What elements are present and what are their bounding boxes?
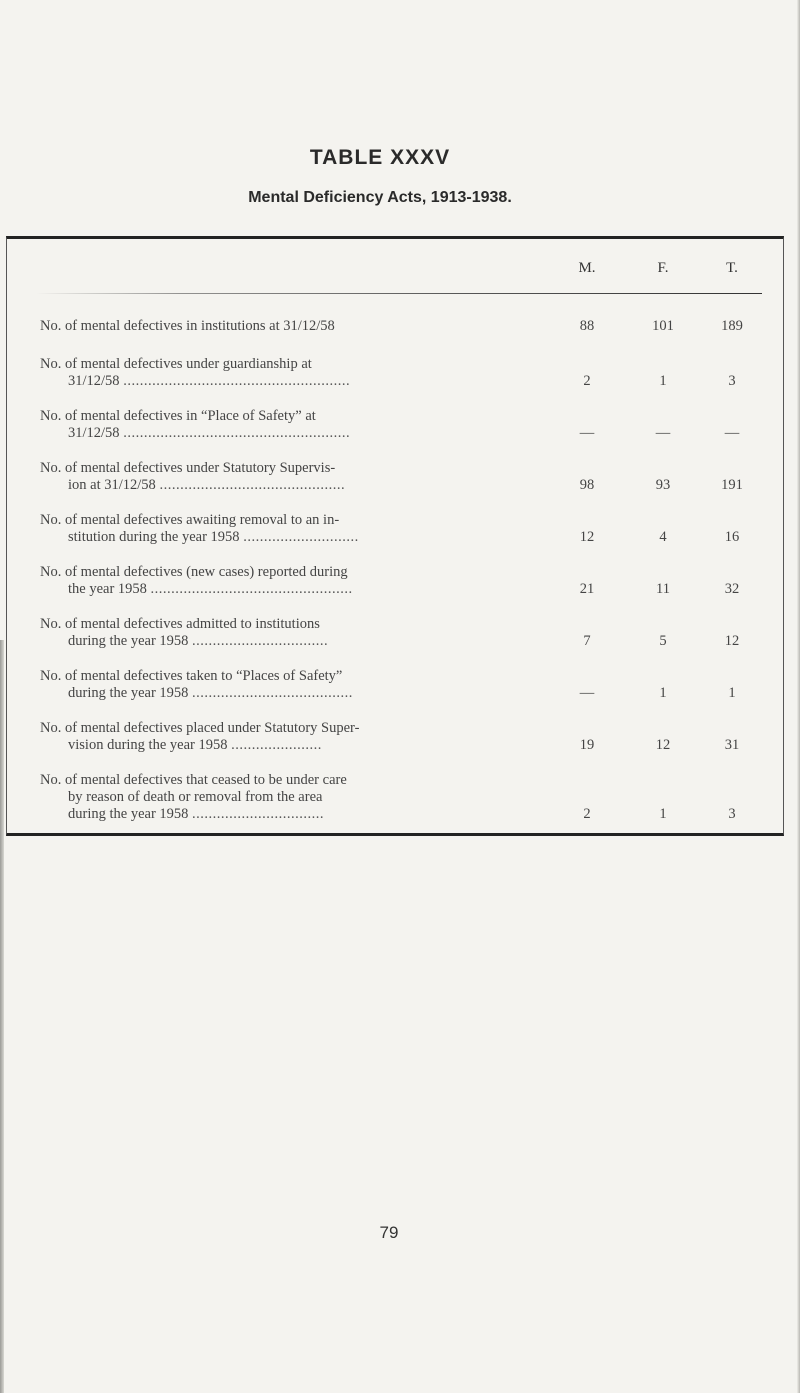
- row-label-line: 31/12/58: [68, 425, 120, 441]
- row-value-male: 98: [579, 477, 595, 493]
- row-label-line: No. of mental defectives under guardianship at: [40, 356, 312, 372]
- row-label-line: during the year 1958: [68, 633, 189, 649]
- row-value-total: 3: [728, 806, 736, 822]
- row-label-line: No. of mental defectives that ceased to be under care: [40, 772, 347, 788]
- row-label-line: vision during the year 1958: [68, 737, 228, 753]
- page-number: 79: [379, 1223, 399, 1242]
- row-value-female: 12: [655, 737, 671, 753]
- row-label: No. of mental defectives that ceased to be under care by reason of death or removal from the area during the year 1958 ................................: [40, 772, 347, 822]
- row-value-male: 19: [579, 737, 595, 753]
- row-label-line: by reason of death or removal from the area: [68, 789, 323, 805]
- row-label-line: during the year 1958: [68, 685, 189, 701]
- row-value-total: 12: [724, 633, 740, 649]
- row-value-total: —: [724, 425, 740, 441]
- row-label: No. of mental defectives (new cases) reported during the year 1958 .................................................: [40, 564, 353, 597]
- row-value-total: 3: [728, 373, 736, 389]
- row-value-female: 1: [659, 806, 667, 822]
- column-header-male: M.: [578, 260, 596, 276]
- row-label-line: ion at 31/12/58: [68, 477, 156, 493]
- row-value-female: 1: [659, 373, 667, 389]
- row-value-male: 7: [583, 633, 591, 649]
- row-value-total: 16: [724, 529, 740, 545]
- row-label-line: the year 1958: [68, 581, 147, 597]
- row-label-line: 31/12/58: [68, 373, 120, 389]
- page-left-edge-shadow: [0, 640, 4, 1393]
- row-label-line: No. of mental defectives (new cases) reported during: [40, 564, 348, 580]
- row-label-line: No. of mental defectives taken to “Places of Safety”: [40, 668, 343, 684]
- row-value-total: 1: [728, 685, 736, 701]
- row-value-female: 1: [659, 685, 667, 701]
- row-label: No. of mental defectives admitted to institutions during the year 1958 .................................: [40, 616, 329, 649]
- row-label-line: No. of mental defectives admitted to institutions: [40, 616, 320, 632]
- row-label-line: No. of mental defectives awaiting removal to an in-: [40, 512, 340, 528]
- row-label-line: No. of mental defectives in “Place of Safety” at: [40, 408, 316, 424]
- row-value-male: 2: [583, 806, 591, 822]
- row-value-male: 21: [579, 581, 595, 597]
- row-label-line: No. of mental defectives placed under Statutory Super-: [40, 720, 360, 736]
- row-value-total: 189: [721, 318, 743, 334]
- row-label: No. of mental defectives under Statutory Supervis- ion at 31/12/58 .............................................: [40, 460, 346, 493]
- row-label: No. of mental defectives placed under Statutory Super- vision during the year 1958 ......................: [40, 720, 360, 753]
- row-value-female: 101: [652, 318, 674, 334]
- row-label: No. of mental defectives awaiting removal to an in- stitution during the year 1958 ............................: [40, 512, 359, 545]
- row-label-line: during the year 1958: [68, 806, 189, 822]
- row-value-female: 11: [656, 581, 670, 597]
- row-value-female: 93: [655, 477, 671, 493]
- column-header-total: T.: [726, 260, 738, 276]
- column-header-female: F.: [657, 260, 669, 276]
- row-value-male: —: [579, 425, 595, 441]
- row-value-female: 5: [659, 633, 667, 649]
- row-label-line: No. of mental defectives in institutions at 31/12/58: [40, 318, 335, 334]
- row-value-female: 4: [659, 529, 667, 545]
- header-rule: [36, 293, 762, 294]
- row-value-male: 12: [579, 529, 595, 545]
- row-value-male: 2: [583, 373, 591, 389]
- row-label: [40, 318, 490, 335]
- table-subtitle: Mental Deficiency Acts, 1913-1938.: [248, 189, 512, 206]
- row-label-line: No. of mental defectives under Statutory Supervis-: [40, 460, 336, 476]
- row-value-male: 88: [579, 318, 595, 334]
- row-value-total: 32: [724, 581, 740, 597]
- row-label: No. of mental defectives taken to “Places of Safety” during the year 1958 .......................................: [40, 668, 353, 701]
- row-value-total: 191: [721, 477, 743, 493]
- row-value-female: —: [655, 425, 671, 441]
- row-value-male: —: [579, 685, 595, 701]
- row-label-line: stitution during the year 1958: [68, 529, 240, 545]
- row-label: No. of mental defectives in “Place of Safety” at 31/12/58 .......................................................: [40, 408, 351, 441]
- row-value-total: 31: [724, 737, 740, 753]
- row-label: No. of mental defectives under guardianship at 31/12/58 .......................................................: [40, 356, 351, 389]
- table-title: TABLE XXXV: [309, 146, 451, 169]
